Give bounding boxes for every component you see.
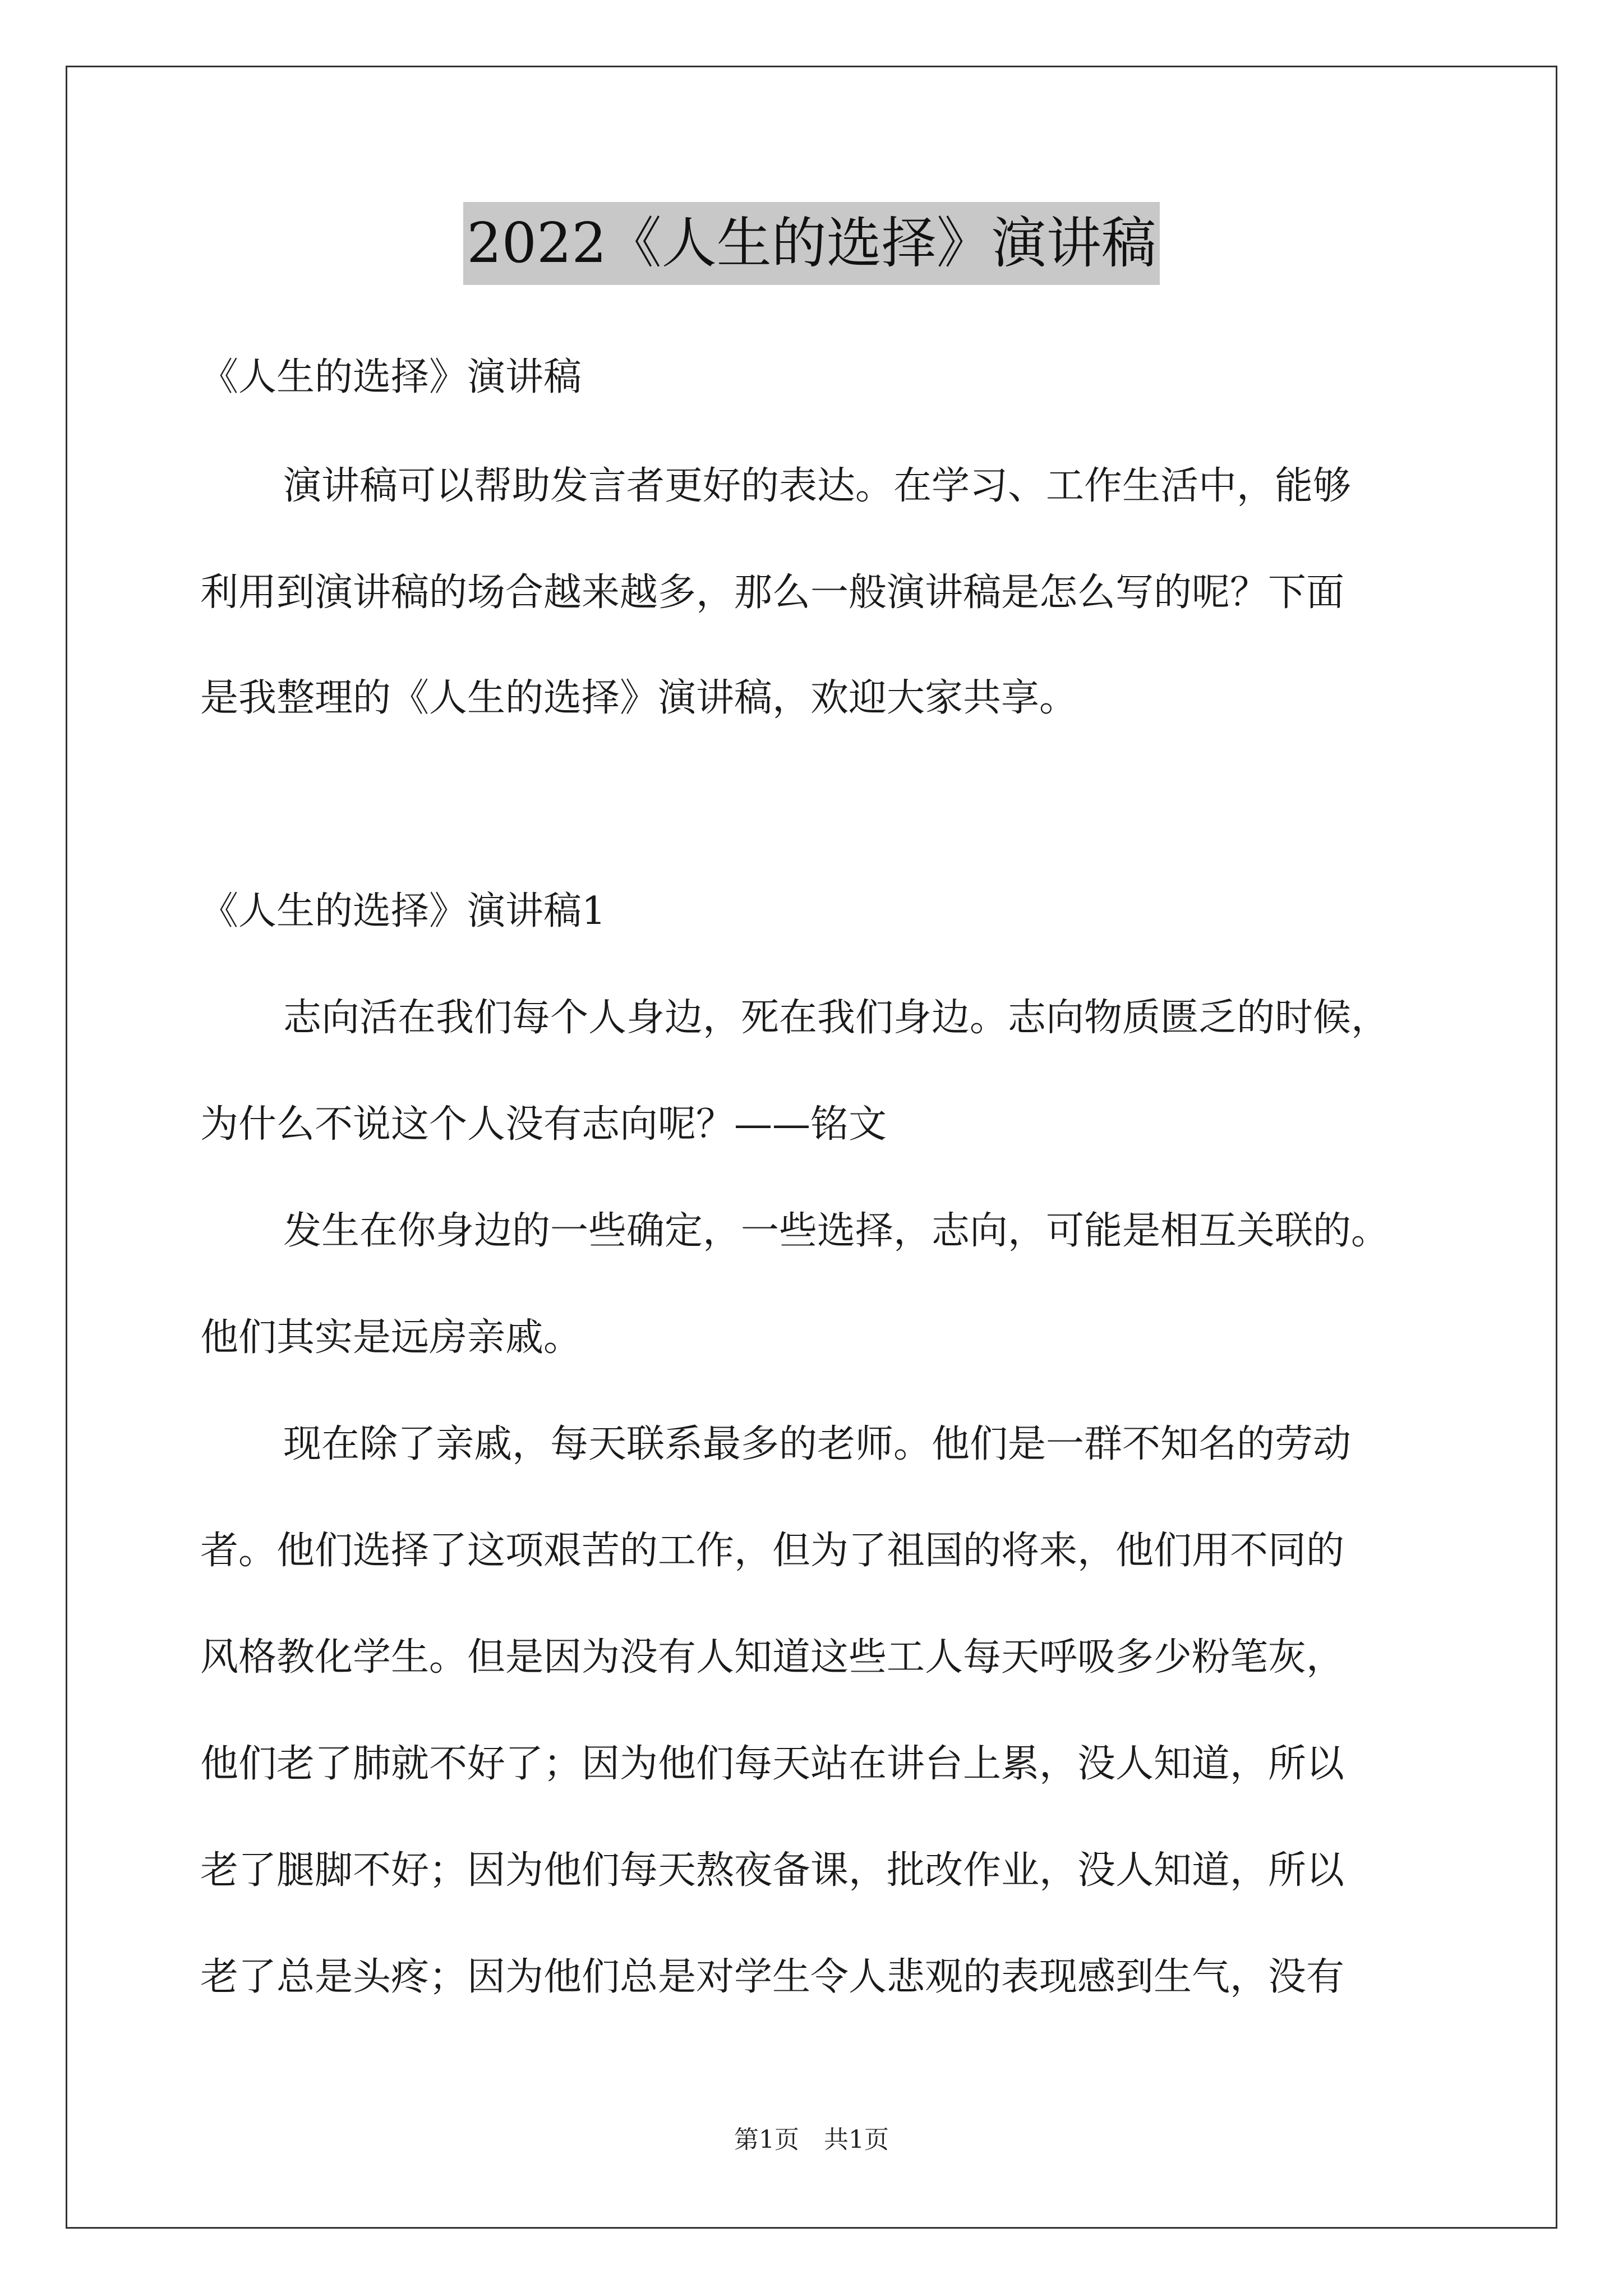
intro-line-1: 演讲稿可以帮助发言者更好的表达。在学习、工作生活中，能够 — [283, 464, 1352, 508]
para1-line-2: 为什么不说这个人没有志向呢？——铭文 — [200, 1102, 887, 1147]
para2-line-1: 发生在你身边的一些确定，一些选择，志向，可能是相互关联的。 — [283, 1209, 1390, 1253]
para3-line-6: 老了总是头疼；因为他们总是对学生令人悲观的表现感到生气，没有 — [200, 1955, 1345, 1999]
para1-line-1: 志向活在我们每个人身边，死在我们身边。志向物质匮乏的时候， — [283, 996, 1390, 1040]
document-title: 2022《人生的选择》演讲稿 — [463, 202, 1159, 285]
para3-line-3: 风格教化学生。但是因为没有人知道这些工人每天呼吸多少粉笔灰， — [200, 1635, 1345, 1680]
intro-heading: 《人生的选择》演讲稿 — [200, 355, 582, 399]
para3-line-1: 现在除了亲戚，每天联系最多的老师。他们是一群不知名的劳动 — [283, 1422, 1352, 1466]
para2-line-2: 他们其实是远房亲戚。 — [200, 1315, 582, 1360]
section-heading: 《人生的选择》演讲稿1 — [200, 889, 606, 933]
para3-line-5: 老了腿脚不好；因为他们每天熬夜备课，批改作业，没人知道，所以 — [200, 1848, 1345, 1893]
para3-line-4: 他们老了肺就不好了；因为他们每天站在讲台上累，没人知道，所以 — [200, 1742, 1345, 1786]
page-footer — [0, 2123, 1623, 2157]
page-number: 第1页 共1页 — [734, 2125, 889, 2154]
intro-line-3: 是我整理的《人生的选择》演讲稿，欢迎大家共享。 — [200, 676, 1078, 720]
intro-line-2: 利用到演讲稿的场合越来越多，那么一般演讲稿是怎么写的呢？下面 — [200, 570, 1345, 615]
para3-line-2: 者。他们选择了这项艰苦的工作，但为了祖国的将来，他们用不同的 — [200, 1529, 1345, 1573]
title-container — [0, 202, 1623, 285]
